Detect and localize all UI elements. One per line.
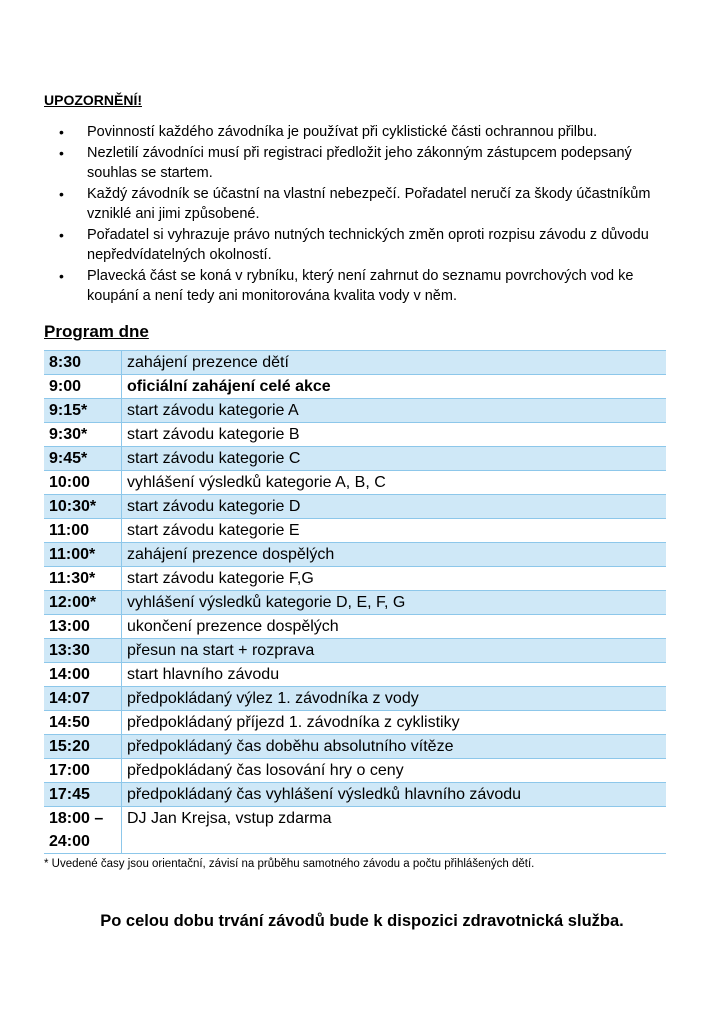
- event-cell: start závodu kategorie A: [122, 399, 667, 423]
- time-cell: 17:45: [44, 783, 122, 807]
- table-row: [44, 351, 666, 375]
- time-cell: 14:00: [44, 663, 122, 687]
- schedule-table: [44, 350, 666, 854]
- list-item: [44, 266, 669, 306]
- table-row: [44, 399, 666, 423]
- table-row: [44, 783, 666, 807]
- time-cell: 9:30*: [44, 423, 122, 447]
- table-row: [44, 639, 666, 663]
- warning-title: UPOZORNĚNÍ!: [44, 92, 142, 108]
- event-cell: vyhlášení výsledků kategorie A, B, C: [122, 471, 667, 495]
- time-cell: 11:00: [44, 519, 122, 543]
- event-cell: předpokládaný čas doběhu absolutního vítěze: [122, 735, 667, 759]
- event-cell: ukončení prezence dospělých: [122, 615, 667, 639]
- notice-text: Nezletilí závodníci musí při registraci předložit jeho zákonným zástupcem podepsaný souhlas se startem.: [87, 145, 632, 181]
- table-row: [44, 543, 666, 567]
- time-cell: 12:00*: [44, 591, 122, 615]
- time-cell: 9:15*: [44, 399, 122, 423]
- list-item: [44, 225, 669, 265]
- table-row: [44, 471, 666, 495]
- event-cell: start závodu kategorie F,G: [122, 567, 667, 591]
- time-cell: 13:00: [44, 615, 122, 639]
- table-row: [44, 591, 666, 615]
- list-item: [44, 143, 669, 183]
- time-line-1: 18:00 –: [49, 810, 104, 827]
- list-item: [44, 122, 669, 142]
- time-cell: 8:30: [44, 351, 122, 375]
- program-title: Program dne: [44, 322, 149, 341]
- table-row: [44, 711, 666, 735]
- event-cell: start závodu kategorie C: [122, 447, 667, 471]
- time-cell: 13:30: [44, 639, 122, 663]
- time-line-2: 24:00: [49, 833, 90, 850]
- table-row: [44, 615, 666, 639]
- time-cell: 9:00: [44, 375, 122, 399]
- document-body: [44, 92, 669, 872]
- closing-note: Po celou dobu trvání závodů bude k dispozici zdravotnická služba.: [100, 912, 624, 930]
- bullet-icon: •: [59, 186, 64, 202]
- list-item: [44, 184, 669, 224]
- time-cell: 10:30*: [44, 495, 122, 519]
- notice-text: Pořadatel si vyhrazuje právo nutných technických změn oproti rozpisu závodu z důvodu nepředvídatelných okolností.: [87, 227, 649, 263]
- time-cell: 17:00: [44, 759, 122, 783]
- warning-list: [44, 122, 669, 306]
- table-row: [44, 687, 666, 711]
- time-cell: 9:45*: [44, 447, 122, 471]
- bullet-icon: •: [59, 227, 64, 243]
- table-row: [44, 423, 666, 447]
- event-cell: předpokládaný výlez 1. závodníka z vody: [122, 687, 667, 711]
- table-row: [44, 735, 666, 759]
- time-cell: 10:00: [44, 471, 122, 495]
- time-cell: 15:20: [44, 735, 122, 759]
- event-cell: vyhlášení výsledků kategorie D, E, F, G: [122, 591, 667, 615]
- event-cell: předpokládaný čas losování hry o ceny: [122, 759, 667, 783]
- footnote: * Uvedené časy jsou orientační, závisí na průběhu samotného závodu a počtu přihlášených dětí.: [44, 858, 535, 870]
- event-cell: předpokládaný příjezd 1. závodníka z cyklistiky: [122, 711, 667, 735]
- event-cell: start závodu kategorie D: [122, 495, 667, 519]
- table-row: [44, 495, 666, 519]
- time-cell: 11:30*: [44, 567, 122, 591]
- table-row: [44, 519, 666, 543]
- table-row: [44, 567, 666, 591]
- table-row: [44, 447, 666, 471]
- table-row: [44, 663, 666, 687]
- notice-text: Plavecká část se koná v rybníku, který není zahrnut do seznamu povrchových vod ke koupání a není tedy ani monitorována kvalita vody v něm.: [87, 268, 634, 304]
- time-cell: 11:00*: [44, 543, 122, 567]
- bullet-icon: •: [59, 268, 64, 284]
- event-cell: zahájení prezence dospělých: [122, 543, 667, 567]
- event-cell: start závodu kategorie B: [122, 423, 667, 447]
- table-row: [44, 807, 666, 854]
- table-row: [44, 759, 666, 783]
- bullet-icon: •: [59, 145, 64, 161]
- event-cell: start závodu kategorie E: [122, 519, 667, 543]
- event-cell: přesun na start + rozprava: [122, 639, 667, 663]
- event-cell: oficiální zahájení celé akce: [122, 375, 667, 399]
- time-cell: 14:07: [44, 687, 122, 711]
- notice-text: Povinností každého závodníka je používat při cyklistické části ochrannou přilbu.: [87, 124, 598, 140]
- notice-text: Každý závodník se účastní na vlastní nebezpečí. Pořadatel neručí za škody účastníkům vzniklé ani jimi způsobené.: [87, 186, 651, 222]
- event-cell: zahájení prezence dětí: [122, 351, 667, 375]
- table-row: [44, 375, 666, 399]
- event-cell: start hlavního závodu: [122, 663, 667, 687]
- event-cell: předpokládaný čas vyhlášení výsledků hlavního závodu: [122, 783, 667, 807]
- bullet-icon: •: [59, 124, 64, 140]
- event-cell: DJ Jan Krejsa, vstup zdarma: [122, 807, 667, 854]
- time-cell: [44, 807, 122, 854]
- time-cell: 14:50: [44, 711, 122, 735]
